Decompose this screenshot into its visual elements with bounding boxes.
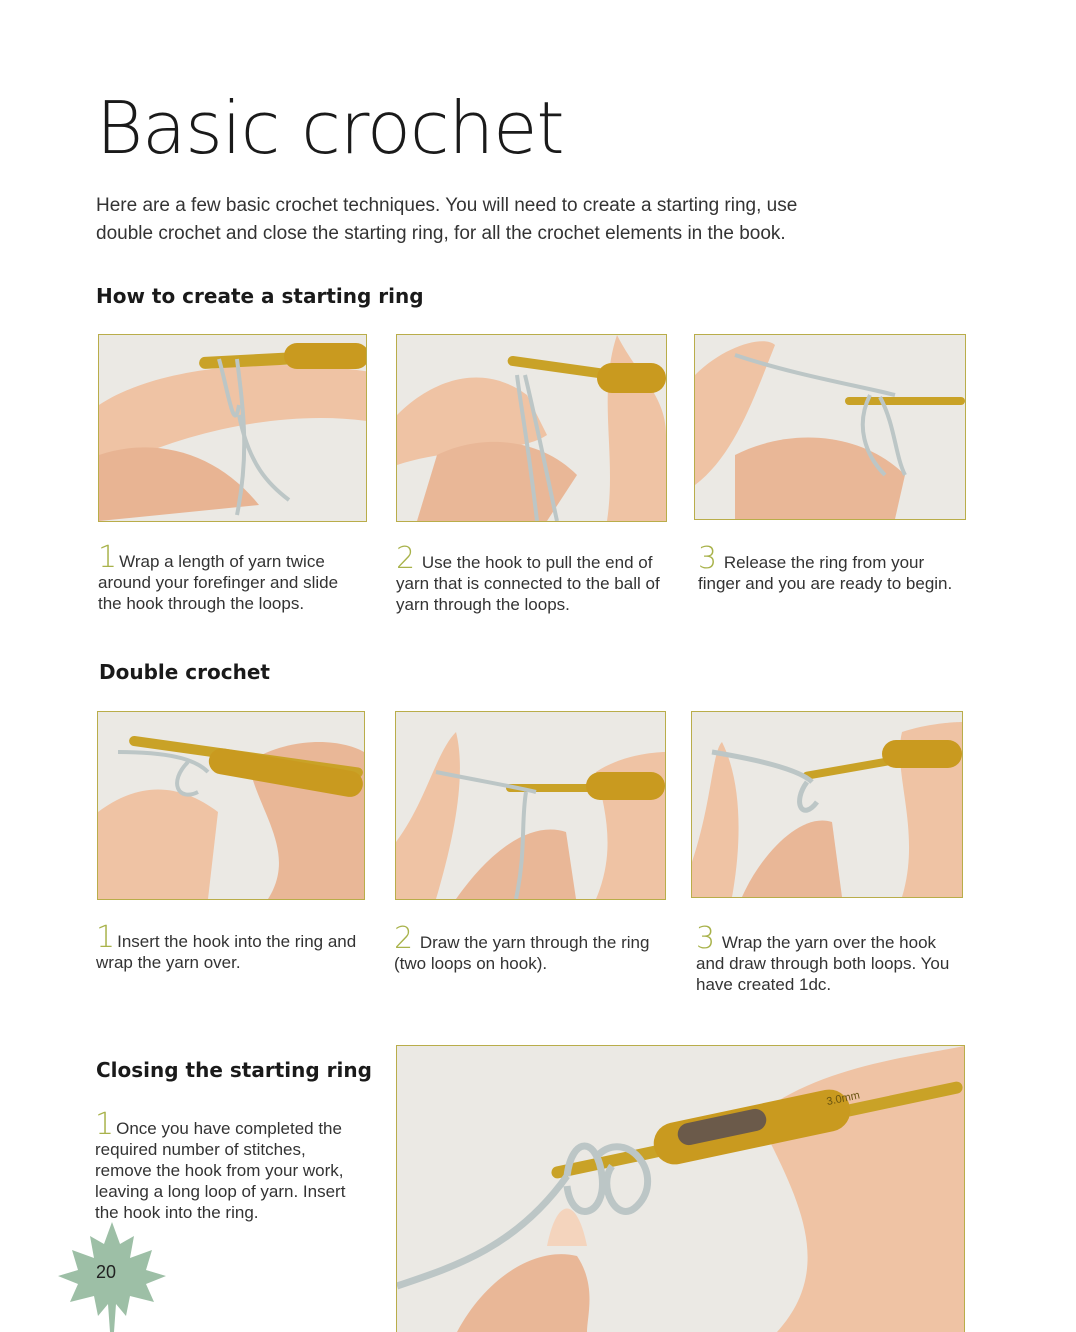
step-text: Release the ring from your finger and you are ready to begin.: [698, 553, 953, 593]
step-starting-ring-2: [396, 541, 664, 615]
step-number: 3: [698, 541, 718, 576]
intro-paragraph: [96, 192, 856, 248]
step-number: 2: [394, 921, 414, 956]
step-double-crochet-2: [394, 921, 664, 974]
page-number: 20: [96, 1262, 117, 1282]
step-closing-ring-1: [95, 1107, 360, 1223]
heading-closing-ring: Closing the starting ring: [96, 1058, 372, 1082]
intro-line: Here are a few basic crochet techniques. You will need to create a starting ring, use: [96, 195, 798, 216]
step-number: 2: [396, 541, 416, 576]
step-text: Use the hook to pull the end of yarn that is connected to the ball of yarn through the loops.: [396, 553, 660, 614]
photo-double-crochet-step-1: [97, 711, 365, 900]
step-text: Once you have completed the required number of stitches, remove the hook from your work, leaving a long loop of yarn. Insert the hook into the ring.: [95, 1119, 346, 1222]
page-title: Basic crochet: [96, 86, 564, 170]
photo-double-crochet-step-2: [395, 711, 666, 900]
step-text: Draw the yarn through the ring (two loops on hook).: [394, 933, 650, 973]
photo-starting-ring-step-3: [694, 334, 966, 520]
step-text: Insert the hook into the ring and wrap the yarn over.: [96, 932, 357, 972]
step-double-crochet-3: [696, 921, 966, 995]
photo-double-crochet-step-3: [691, 711, 963, 898]
step-number: 1: [96, 920, 116, 955]
intro-line: double crochet and close the starting ring, for all the crochet elements in the book.: [96, 223, 786, 244]
step-text: Wrap a length of yarn twice around your forefinger and slide the hook through the loops.: [98, 552, 339, 613]
step-starting-ring-3: [698, 541, 964, 594]
photo-starting-ring-step-2: [396, 334, 667, 522]
step-number: 3: [696, 921, 716, 956]
hook-size-label: 3.0mm: [825, 1089, 861, 1109]
heading-double-crochet: Double crochet: [99, 660, 270, 684]
step-text: Wrap the yarn over the hook and draw through both loops. You have created 1dc.: [696, 933, 950, 994]
photo-closing-ring: [396, 1045, 965, 1332]
step-double-crochet-1: [96, 920, 366, 973]
step-number: 1: [95, 1107, 115, 1142]
step-starting-ring-1: [98, 540, 358, 614]
photo-starting-ring-step-1: [98, 334, 367, 522]
step-number: 1: [98, 540, 118, 575]
heading-starting-ring: How to create a starting ring: [96, 284, 424, 308]
